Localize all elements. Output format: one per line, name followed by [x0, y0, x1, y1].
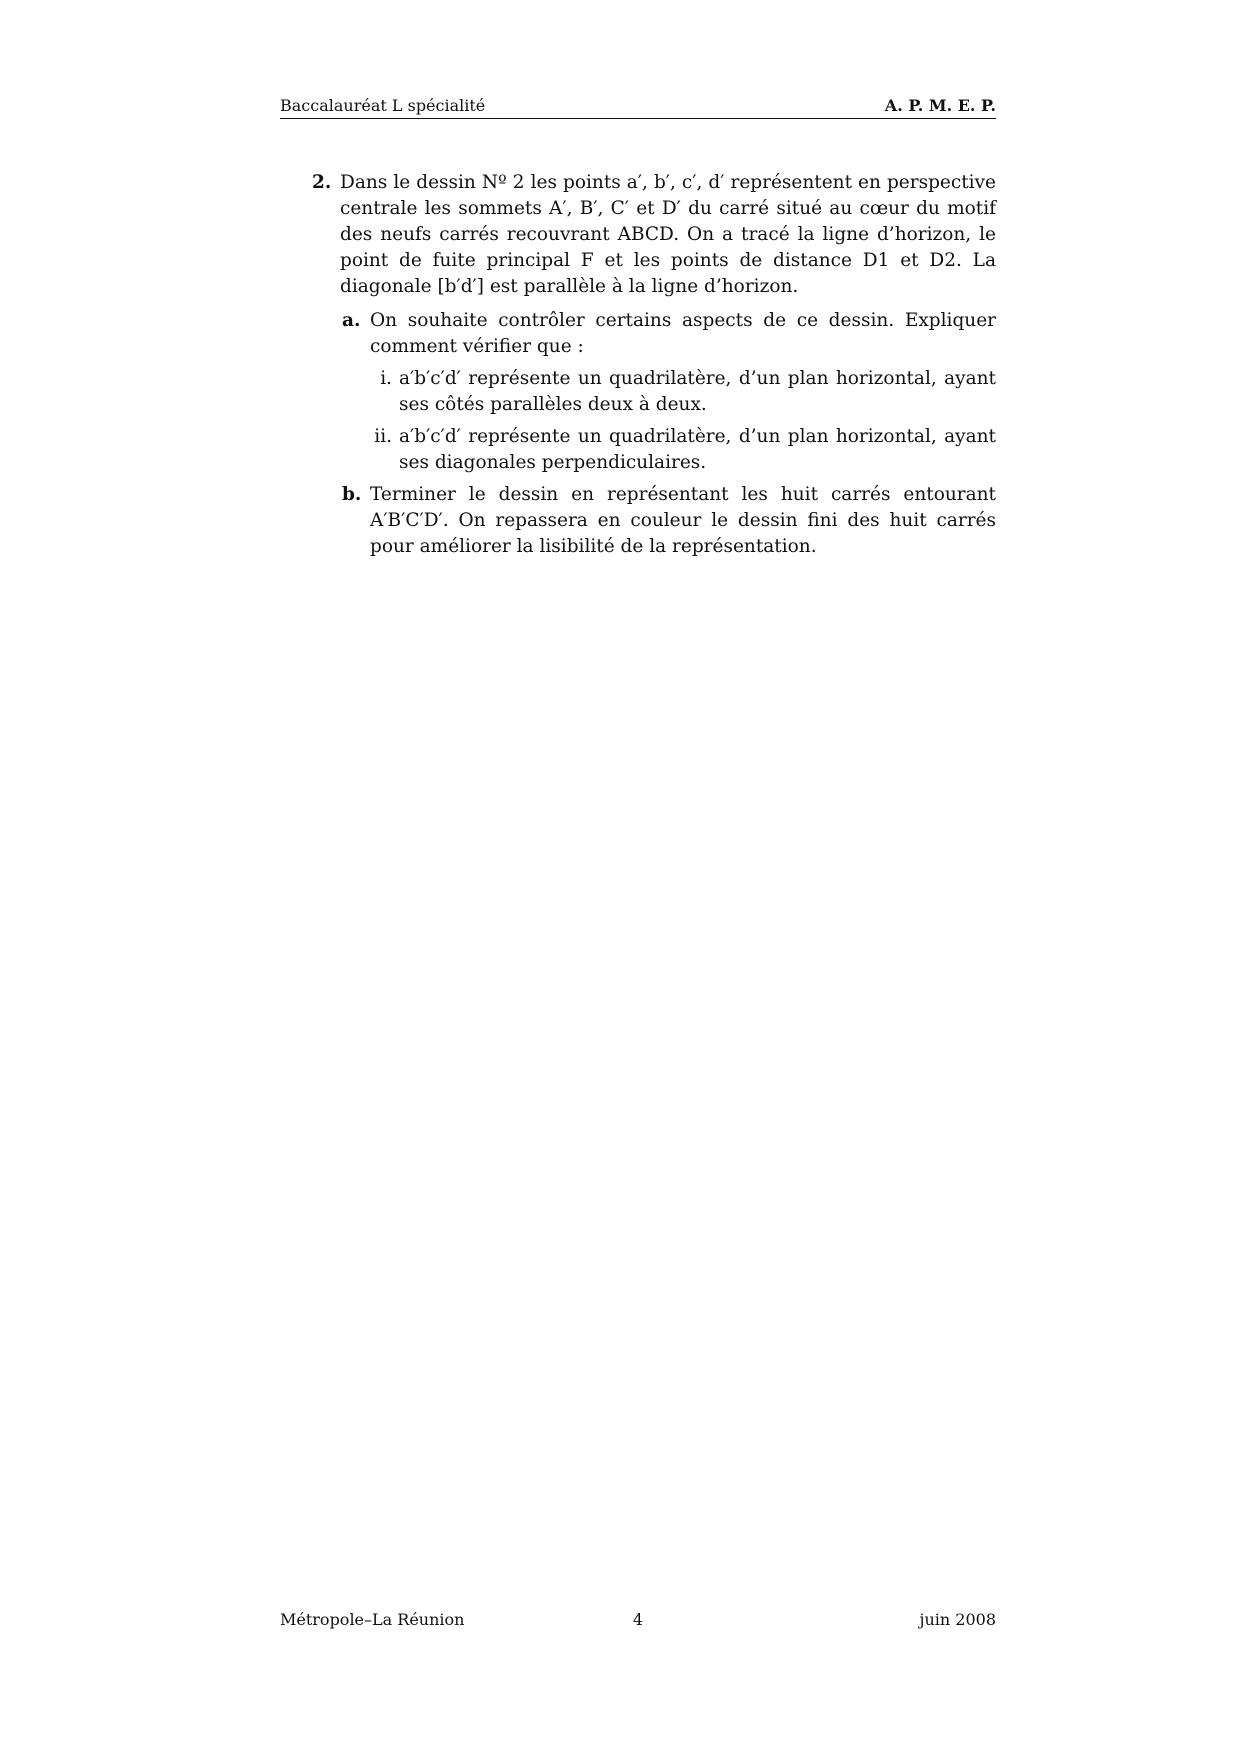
header-left-text: Baccalauréat L spécialité [280, 96, 486, 115]
question-2a-i [280, 366, 996, 418]
subquestion-a-ii-label: ii. [374, 426, 392, 447]
page-header [280, 96, 996, 119]
page-number: 4 [632, 1610, 644, 1629]
subquestion-a-i-text: a′b′c′d′ représente un quadrilatère, d’un plan horizontal, ayant ses côtés parallèles deux à deux. [399, 368, 996, 415]
question-number: 2. [312, 172, 332, 193]
question-2 [280, 170, 996, 300]
subquestion-b-text: Terminer le dessin en représentant les huit carrés entourant A′B′C′D′. On repassera en couleur le dessin fini des huit carrés pour améliorer la lisibilité de la représentation. [370, 484, 996, 557]
footer-right-text: juin 2008 [919, 1610, 996, 1629]
subquestion-a-ii-text: a′b′c′d′ représente un quadrilatère, d’un plan horizontal, ayant ses diagonales perpendiculaires. [399, 426, 996, 473]
subquestion-a-i-label: i. [380, 368, 392, 389]
subquestion-a-text: On souhaite contrôler certains aspects de ce dessin. Expliquer comment vérifier que : [370, 310, 996, 357]
subquestion-b-label: b. [342, 484, 362, 505]
question-2a-ii [280, 424, 996, 476]
exercise-content [280, 170, 996, 566]
footer-left-text: Métropole–La Réunion [280, 1610, 465, 1629]
question-2b [280, 482, 996, 560]
subquestion-a-label: a. [342, 310, 361, 331]
header-right-text: A. P. M. E. P. [884, 96, 996, 115]
question-2a [280, 308, 996, 360]
question-text: Dans le dessin Nº 2 les points a′, b′, c′, d′ représentent en perspective centrale les sommets A′, B′, C′ et D′ du carré situé au cœur du motif des neufs carrés recouvrant ABCD. On a tracé la ligne d’horizon, le point de fuite principal F et les points de distance D1 et D2. La diagonale [b′d′] est parallèle à la ligne d’horizon. [340, 172, 996, 297]
